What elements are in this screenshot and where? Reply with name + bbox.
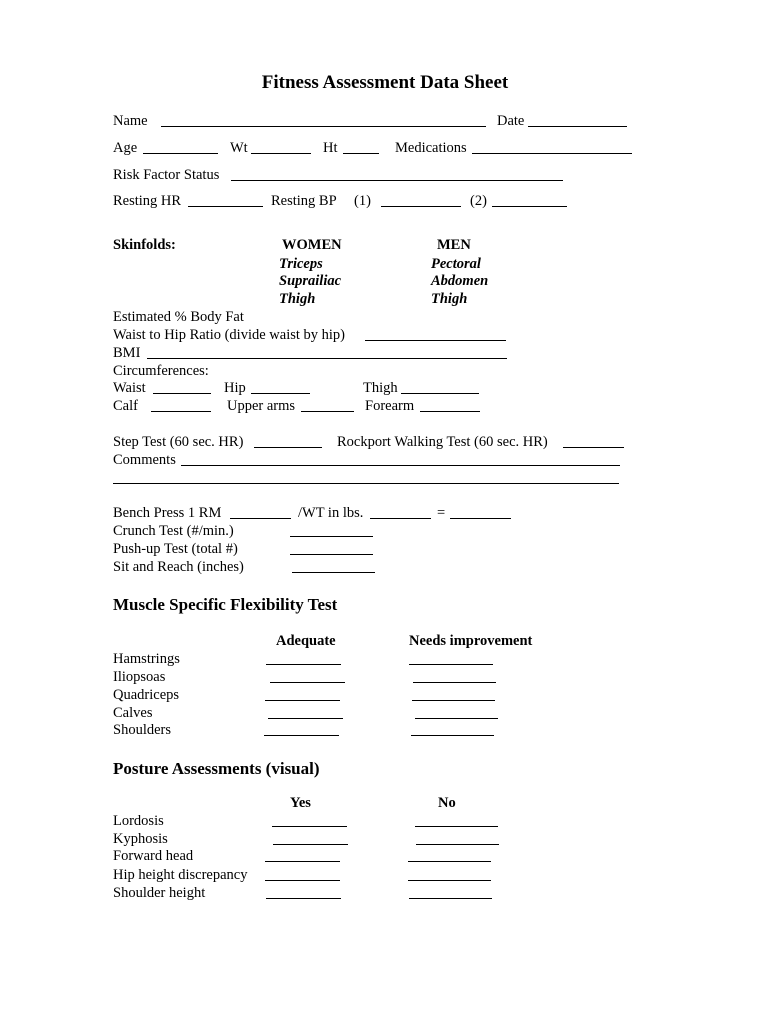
bench-press-field[interactable] xyxy=(230,518,291,519)
resting-bp-label: Resting BP xyxy=(271,193,337,209)
quadriceps-needs-field[interactable] xyxy=(412,700,495,701)
step-test-field[interactable] xyxy=(254,447,322,448)
needs-improvement-header: Needs improvement xyxy=(409,633,533,649)
comments-label: Comments xyxy=(113,452,176,468)
bp2-label: (2) xyxy=(470,193,487,209)
skinfolds-label: Skinfolds: xyxy=(113,237,176,253)
flexibility-heading: Muscle Specific Flexibility Test xyxy=(113,595,338,614)
women-site-suprailiac: Suprailiac xyxy=(279,273,342,289)
sit-reach-field[interactable] xyxy=(292,572,375,573)
flex-row-calves: Calves xyxy=(113,705,153,721)
equals-label: = xyxy=(437,505,446,521)
crunch-label: Crunch Test (#/min.) xyxy=(113,523,234,539)
men-site-thigh: Thigh xyxy=(431,291,468,307)
iliopsoas-needs-field[interactable] xyxy=(413,682,496,683)
resting-hr-field[interactable] xyxy=(188,206,263,207)
name-label: Name xyxy=(113,113,148,129)
crunch-field[interactable] xyxy=(290,536,373,537)
bp1-label: (1) xyxy=(354,193,371,209)
ht-label: Ht xyxy=(323,140,338,156)
step-test-label: Step Test (60 sec. HR) xyxy=(113,434,244,450)
forward-head-no-field[interactable] xyxy=(408,861,491,862)
hip-height-no-field[interactable] xyxy=(408,880,491,881)
men-site-pectoral: Pectoral xyxy=(431,256,481,272)
wt-field[interactable] xyxy=(251,153,311,154)
bmi-label: BMI xyxy=(113,345,141,361)
upper-arms-field[interactable] xyxy=(301,411,354,412)
bench-press-label: Bench Press 1 RM xyxy=(113,505,222,521)
shoulders-needs-field[interactable] xyxy=(411,735,494,736)
medications-label: Medications xyxy=(395,140,467,156)
forward-head-yes-field[interactable] xyxy=(265,861,340,862)
whr-label: Waist to Hip Ratio (divide waist by hip) xyxy=(113,327,346,343)
adequate-header: Adequate xyxy=(276,633,336,649)
date-field[interactable] xyxy=(528,126,627,127)
date-label: Date xyxy=(497,113,525,129)
comments-field[interactable] xyxy=(181,465,620,466)
age-field[interactable] xyxy=(143,153,218,154)
women-site-triceps: Triceps xyxy=(279,256,323,272)
waist-field[interactable] xyxy=(153,393,211,394)
hip-label: Hip xyxy=(224,380,246,396)
shoulder-height-yes-field[interactable] xyxy=(266,898,341,899)
pushup-label: Push-up Test (total #) xyxy=(113,541,238,557)
forearm-field[interactable] xyxy=(420,411,480,412)
flex-row-shoulders: Shoulders xyxy=(113,722,171,738)
calf-label: Calf xyxy=(113,398,138,414)
flex-row-quadriceps: Quadriceps xyxy=(113,687,180,703)
women-site-thigh: Thigh xyxy=(279,291,316,307)
name-field[interactable] xyxy=(161,126,486,127)
wt-lbs-field[interactable] xyxy=(370,518,431,519)
posture-row-shoulder-height: Shoulder height xyxy=(113,885,206,901)
men-header: MEN xyxy=(437,237,471,253)
kyphosis-yes-field[interactable] xyxy=(273,844,348,845)
posture-row-forward-head: Forward head xyxy=(113,848,194,864)
hamstrings-adequate-field[interactable] xyxy=(266,664,341,665)
upper-arms-label: Upper arms xyxy=(227,398,296,414)
waist-label: Waist xyxy=(113,380,146,396)
lordosis-yes-field[interactable] xyxy=(272,826,347,827)
hip-field[interactable] xyxy=(251,393,310,394)
thigh-field[interactable] xyxy=(401,393,479,394)
wt-label: Wt xyxy=(230,140,248,156)
pushup-field[interactable] xyxy=(290,554,373,555)
bp2-field[interactable] xyxy=(492,206,567,207)
lordosis-no-field[interactable] xyxy=(415,826,498,827)
comments-field-line-2[interactable] xyxy=(113,483,619,484)
age-label: Age xyxy=(113,140,138,156)
bmi-field[interactable] xyxy=(147,358,507,359)
bp1-field[interactable] xyxy=(381,206,461,207)
men-site-abdomen: Abdomen xyxy=(431,273,489,289)
thigh-label: Thigh xyxy=(363,380,398,396)
women-header: WOMEN xyxy=(282,237,342,253)
rockport-field[interactable] xyxy=(563,447,624,448)
posture-row-kyphosis: Kyphosis xyxy=(113,831,168,847)
calves-needs-field[interactable] xyxy=(415,718,498,719)
wt-lbs-label: /WT in lbs. xyxy=(298,505,364,521)
ht-field[interactable] xyxy=(343,153,379,154)
quadriceps-adequate-field[interactable] xyxy=(265,700,340,701)
hamstrings-needs-field[interactable] xyxy=(409,664,493,665)
sit-reach-label: Sit and Reach (inches) xyxy=(113,559,244,575)
hip-height-yes-field[interactable] xyxy=(265,880,340,881)
shoulder-height-no-field[interactable] xyxy=(409,898,492,899)
shoulders-adequate-field[interactable] xyxy=(264,735,339,736)
whr-field[interactable] xyxy=(365,340,506,341)
resting-hr-label: Resting HR xyxy=(113,193,182,209)
rockport-label: Rockport Walking Test (60 sec. HR) xyxy=(337,434,548,450)
calves-adequate-field[interactable] xyxy=(268,718,343,719)
page-title: Fitness Assessment Data Sheet xyxy=(261,72,509,93)
posture-row-lordosis: Lordosis xyxy=(113,813,164,829)
posture-heading: Posture Assessments (visual) xyxy=(113,759,320,778)
calf-field[interactable] xyxy=(151,411,211,412)
forearm-label: Forearm xyxy=(365,398,415,414)
medications-field[interactable] xyxy=(472,153,632,154)
circumferences-label: Circumferences: xyxy=(113,363,209,379)
flex-row-iliopsoas: Iliopsoas xyxy=(113,669,166,685)
body-fat-label: Estimated % Body Fat xyxy=(113,309,244,325)
iliopsoas-adequate-field[interactable] xyxy=(270,682,345,683)
bench-result-field[interactable] xyxy=(450,518,511,519)
risk-factor-field[interactable] xyxy=(231,180,563,181)
yes-header: Yes xyxy=(290,795,311,811)
risk-factor-label: Risk Factor Status xyxy=(113,167,220,183)
kyphosis-no-field[interactable] xyxy=(416,844,499,845)
no-header: No xyxy=(438,795,456,811)
posture-row-hip-height: Hip height discrepancy xyxy=(113,867,248,883)
flex-row-hamstrings: Hamstrings xyxy=(113,651,180,667)
